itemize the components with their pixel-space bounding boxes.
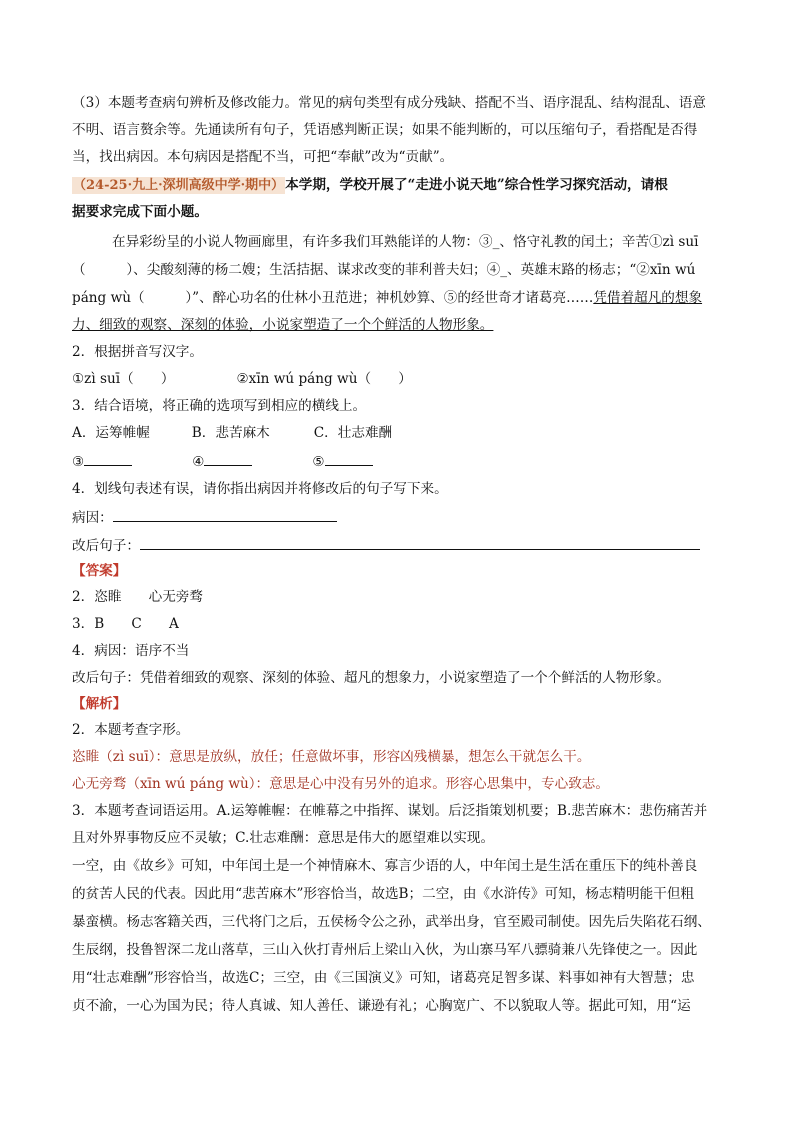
cause-label: 病因：: [72, 510, 113, 526]
q4-revised-row: [72, 535, 700, 556]
slot-3-label: ③: [72, 454, 85, 470]
analysis-2-word1: 恣睢（zì suī）：意思是放纵，放任；任意做坏事，形容凶残横暴，想怎么干就怎么干。: [72, 749, 591, 765]
source-tag: （24-25·九上·深圳高级中学·期中）: [73, 178, 285, 193]
passage-line3: [72, 288, 702, 308]
slot-4-label: ④: [192, 454, 205, 470]
analysis-3-line8: 贞不渝，一心为国为民；待人真诚、知人善任、谦逊有礼；心胸宽广、不以貌取人等。据此可知，用“运: [72, 998, 691, 1014]
q2-item-1: ①zì suī（ ）: [72, 371, 175, 387]
slot-5-label: ⑤: [312, 454, 325, 470]
passage-line3-text: páng wù（ ）”、醉心功名的仕林小丑范进；神机妙算、⑤的经世奇才诸葛亮……: [72, 290, 594, 306]
passage-line1: 在异彩纷呈的小说人物画廊里，有许多我们耳熟能详的人物：③_、恪守礼教的闰土；辛苦①zì suī: [112, 234, 699, 250]
answer-heading: 【答案】: [72, 563, 127, 579]
revised-label: 改后句子：: [72, 538, 140, 554]
answer-2: 2．恣睢 心无旁骛: [72, 589, 203, 605]
analysis-3-line7: 用“壮志难酬”形容恰当，故选C；三空，由《三国演义》可知，诸葛亮足智多谋、料事如神有大智慧；忠: [72, 970, 695, 986]
q2-item-2: ②xīn wú páng wù（ ）: [236, 371, 412, 387]
answer-4-revised: 改后句子：凭借着细致的观察、深刻的体验、超凡的想象力，小说家塑造了一个个鲜活的人物形象。: [72, 670, 671, 686]
para3-line2: 不明、语言赘余等。先通读所有句子，凭语感判断正误；如果不能判断的，可以压缩句子，看搭配是否得: [72, 122, 698, 138]
question-intro-b: 据要求完成下面小题。: [72, 204, 208, 220]
q3-options: [72, 423, 392, 443]
option-a: A．运筹帷幄: [72, 425, 150, 441]
underlined-sentence-part1: 凭借着超凡的想象: [593, 290, 703, 306]
analysis-3-line5: 暴蛮横。杨志客籍关西，三代将门之后，五侯杨令公之孙，武举出身，官至殿司制使。因先后失陷花石纲、: [72, 914, 711, 930]
question-intro-a: 本学期，学校开展了“走进小说天地”综合性学习探究活动，请根: [285, 177, 668, 193]
option-b: B．悲苦麻木: [191, 425, 270, 441]
analysis-2-word2: 心无旁骛（xīn wú páng wù）：意思是心中没有另外的追求。形容心思集中，专心致志。: [72, 776, 609, 792]
analysis-3-line1: 3．本题考查词语运用。A.运筹帷幄：在帷幕之中指挥、谋划。后泛指策划机要；B.悲苦麻木：悲伤痛苦并: [72, 803, 708, 819]
q4-cause-row: [72, 507, 337, 528]
analysis-3-line2: 且对外界事物反应不灵敏；C.壮志难酬：意思是伟大的愿望难以实现。: [72, 830, 495, 846]
para3-line1: （3）本题考查病句辨析及修改能力。常见的病句类型有成分残缺、搭配不当、语序混乱、结构混乱、语意: [72, 95, 706, 111]
revised-blank[interactable]: [140, 535, 700, 550]
slot-5-blank[interactable]: [325, 451, 373, 466]
q3-title: 3．结合语境，将正确的选项写到相应的横线上。: [72, 398, 367, 414]
underlined-sentence-part2: 力、细致的观察、深刻的体验，小说家塑造了一个个鲜活的人物形象。: [72, 317, 494, 333]
slot-4-blank[interactable]: [204, 451, 252, 466]
q3-blanks: [72, 451, 373, 472]
q2-items: [72, 369, 412, 389]
question-header: [72, 175, 668, 196]
analysis-2: 2．本题考查字形。: [72, 722, 190, 738]
analysis-3-line4: 的贫苦人民的代表。因此用“悲苦麻木”形容恰当，故选B；二空，由《水浒传》可知，杨志精明能干但粗: [72, 886, 695, 902]
cause-blank[interactable]: [113, 507, 337, 522]
option-c: C．壮志难酬: [313, 425, 393, 441]
analysis-3-line6: 生辰纲，投鲁智深二龙山落草，三山入伙打青州后上梁山入伙，为山寨马军八骠骑兼八先锋使之一。因此: [72, 942, 698, 958]
passage-line2: （ ）、尖酸刻薄的杨二嫂；生活拮据、谋求改变的菲利普夫妇；④_、英雄末路的杨志；“②xīn wú: [72, 262, 696, 278]
analysis-heading: 【解析】: [72, 696, 127, 712]
para3-line3: 当，找出病因。本句病因是搭配不当，可把“奉献”改为“贡献”。: [72, 149, 454, 165]
answer-4: 4．病因：语序不当: [72, 643, 190, 659]
answer-3: 3．B C A: [72, 616, 179, 632]
q2-title: 2．根据拼音写汉字。: [72, 344, 203, 360]
analysis-3-line3: 一空，由《故乡》可知，中年闰土是一个神情麻木、寡言少语的人，中年闰土是生活在重压下的纯朴善良: [72, 858, 698, 874]
slot-3-blank[interactable]: [84, 451, 132, 466]
q4-title: 4．划线句表述有误，请你指出病因并将修改后的句子写下来。: [72, 481, 448, 497]
